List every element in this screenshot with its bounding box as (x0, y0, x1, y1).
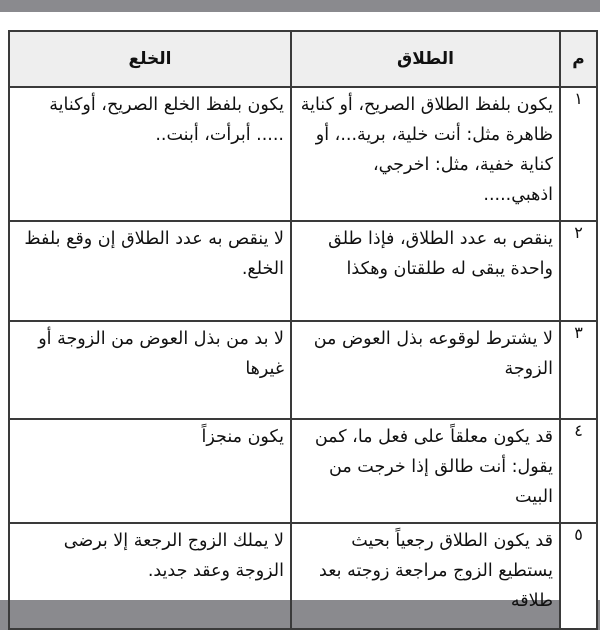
row-number: ٣ (560, 321, 597, 419)
khul-cell: يكون منجزاً (9, 419, 291, 523)
talaq-cell: قد يكون معلقاً على فعل ما، كمن يقول: أنت طالق إذا خرجت من البيت (291, 419, 560, 523)
header-row (9, 31, 597, 87)
table-row (9, 87, 597, 221)
header-khul: الخلع (9, 31, 291, 87)
table-row (9, 523, 597, 629)
khul-cell: يكون بلفظ الخلع الصريح، أوكناية ..... أبرأت، أبنت.. (9, 87, 291, 221)
khul-cell: لا يملك الزوج الرجعة إلا برضى الزوجة وعقد جديد. (9, 523, 291, 629)
khul-cell: لا بد من بذل العوض من الزوجة أو غيرها (9, 321, 291, 419)
header-talaq: الطلاق (291, 31, 560, 87)
talaq-cell: لا يشترط لوقوعه بذل العوض من الزوجة (291, 321, 560, 419)
talaq-cell: يكون بلفظ الطلاق الصريح، أو كناية ظاهرة مثل: أنت خلية، برية...، أو كناية خفية، مثل: اخرجي، اذهبي..... (291, 87, 560, 221)
khul-cell: لا ينقص به عدد الطلاق إن وقع بلفظ الخلع. (9, 221, 291, 321)
document-page (0, 12, 600, 611)
talaq-cell: ينقص به عدد الطلاق، فإذا طلق واحدة يبقى له طلقتان وهكذا (291, 221, 560, 321)
row-number: ٤ (560, 419, 597, 523)
row-number: ٢ (560, 221, 597, 321)
talaq-cell: قد يكون الطلاق رجعياً بحيث يستطيع الزوج مراجعة زوجته بعد طلاقه (291, 523, 560, 629)
table-row (9, 221, 597, 321)
row-number: ٥ (560, 523, 597, 629)
table-row (9, 419, 597, 523)
table-row (9, 321, 597, 419)
header-number: م (560, 31, 597, 87)
comparison-table (8, 30, 598, 630)
row-number: ١ (560, 87, 597, 221)
